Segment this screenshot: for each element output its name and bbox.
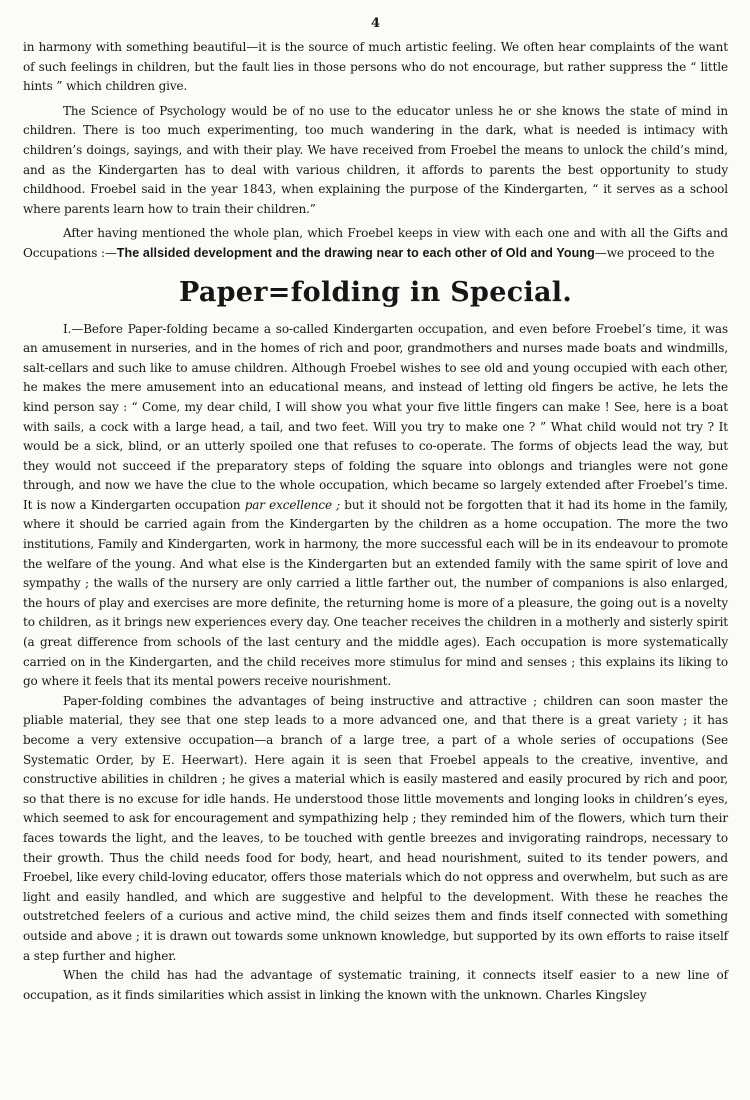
section-heading: Paper=folding in Special. bbox=[178, 276, 573, 308]
paragraph-4-after-italic: but it should not be forgotten that it had its home in the family, where it should be carried again from the Kindergarten by the children as a home occupation. The more the two institutions, Family and Kindergarten, work in harmony, the more successful each will be in its endeavour to promote the welfare of the young. And what else is the Kindergarten but an extended family with the same spirit of love and sympathy ; the walls of the nursery are only carried a little farther out, the number of companions is also enlarged, the hours of play and exercises are more definite, the returning home is more of a pleasure, the going out is a novelty to children, as it brings new experiences every day. One teacher receives the children in a motherly and sisterly spirit (a great difference from schools of the last century and the middle ages). Each occupation is more systematically carried on in the Kindergarten, and the child receives more stimulus for mind and senses ; this explains its liking to go where it feels that its mental powers receive nourishment. bbox=[23, 497, 729, 689]
paragraph-3 bbox=[23, 224, 728, 263]
paragraph-3-bold: The allsided development and the drawing near to each other of Old and Young bbox=[116, 245, 595, 260]
page-number: 4 bbox=[370, 16, 381, 31]
paragraph-3-tail: —we proceed to the bbox=[594, 245, 715, 260]
paragraph-5: Paper-folding combines the advantages of being instructive and attractive ; children can soon master the pliable material, they see that one step leads to a more advanced one, and that there is a great variety ; it has become a very extensive occupation—a branch of a large tree, a part of a whole series of occupations (See Systematic Order, by E. Heerwart). Here again it is seen that Froebel appeals to the creative, inventive, and constructive abilities in children ; he gives a material which is easily mastered and easily procured by rich and poor, so that there is no excuse for idle hands. He understood those little movements and longing looks in children’s eyes, which seemed to ask for encouragement and sympathizing help ; they reminded him of the flowers, which turn their faces towards the light, and the leaves, to be touched with gentle breezes and invigorating raindrops, necessary to their growth. Thus the child needs food for body, heart, and head nourishment, suited to its tender powers, and Froebel, like every child-loving educator, offers those materials which do not oppress and overwhelm, but such as are light and easily handled, and which are suggestive and helpful to the development. With these he reaches the outstretched feelers of a curious and active mind, the child seizes them and finds itself connected with something outside and above ; it is drawn out towards some unknown knowledge, but supported by its own efforts to raise itself a step further and higher. bbox=[23, 693, 728, 963]
paragraph-4-italic: par excellence ; bbox=[244, 497, 341, 512]
paragraph-2: The Science of Psychology would be of no use to the educator unless he or she knows the state of mind in children. There is too much experimenting, too much wandering in the dark, what is needed is intimacy with children’s doings, sayings, and with their play. We have received from Froebel the means to unlock the child’s mind, and as the Kindergarten has to deal with various children, it affords to parents the best opportunity to study childhood. Froebel said in the year 1843, when explaining the purpose of the Kindergarten, “ it serves as a school where parents learn how to train their children.” bbox=[23, 103, 728, 216]
paragraph-6: When the child has had the advantage of systematic training, it connects itself easier to a new line of occupation, as it finds similarities which assist in linking the known with the unknown. Charles Kingsley bbox=[23, 968, 728, 1002]
paragraph-4 bbox=[23, 320, 728, 692]
paragraph-3-lead: After having mentioned the whole plan, which Froebel keeps in view with each one and with all the Gifts and Occupations :— bbox=[23, 226, 728, 260]
paragraph-4-before-italic: I.—Before Paper-folding became a so-called Kindergarten occupation, and even before Froebel’s time, it was an amusement in nurseries, and in the homes of rich and poor, grandmothers and nurses made boats and windmills, salt-cellars and such like to amuse children. Although Froebel wishes to see old and young occupied with each other, he makes the mere amusement into an educational means, and instead of letting old fingers be active, he lets the kind person say : “ Come, my dear child, I will show you what your five little fingers can make ! See, here is a boat with sails, a cock with a large head, a tail, and two feet. Will you try to make one ? ” What child would not try ? It would be a sick, blind, or an utterly spoiled one that refuses to co-operate. The forms of objects lead the way, but they would not succeed if the preparatory steps of folding the square into oblongs and triangles were not gone through, and now we have the clue to the whole occupation, which became so largely extended after Froebel’s time. It is now a Kindergarten occupation bbox=[23, 321, 728, 512]
paragraph-1: in harmony with something beautiful—it is the source of much artistic feeling. We often hear complaints of the want of such feelings in children, but the fault lies in those persons who do not encourage, but rather suppress the “ little hints ” which children give. bbox=[23, 40, 728, 94]
